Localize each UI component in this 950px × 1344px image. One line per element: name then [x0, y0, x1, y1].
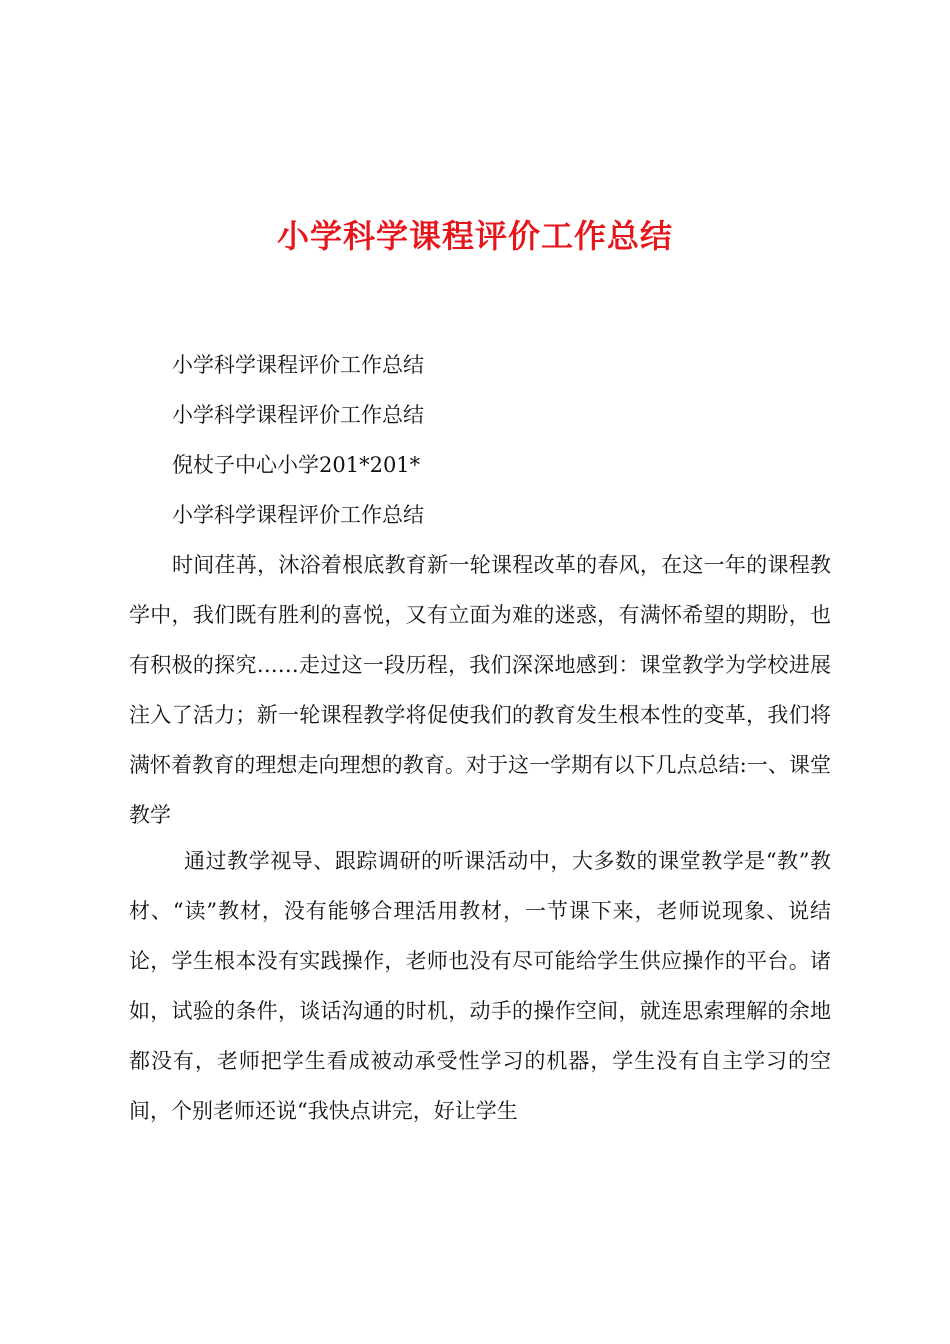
body-paragraph-2: 通过教学视导、跟踪调研的听课活动中，大多数的课堂教学是“教”教材、“读”教材，没有能够合理活用教材，一节课下来，老师说现象、说结论，学生根本没有实践操作，老师也没有尽可能给学生供应操作的平台。诸如，试验的条件，谈话沟通的时机，动手的操作空间，就连思索理解的余地都没有，老师把学生看成被动承受性学习的机器，学生没有自主学习的空间，个别老师还说“我快点讲完，好让学生	[129, 849, 831, 1123]
document-title: 小学科学课程评价工作总结	[276, 217, 673, 255]
school-line: 倪杖子中心小学201*201*	[172, 453, 421, 477]
heading-line-1: 小学科学课程评价工作总结	[172, 353, 424, 377]
body-paragraph-1: 时间荏苒，沐浴着根底教育新一轮课程改革的春风，在这一年的课程教学中，我们既有胜利的喜悦，又有立面为难的迷惑，有满怀希望的期盼，也有积极的探究……走过这一段历程，我们深深地感到：课堂教学为学校进展注入了活力；新一轮课程教学将促使我们的教育发生根本性的变革，我们将满怀着教育的理想走向理想的教育。对于这一学期有以下几点总结:一、课堂教学	[129, 553, 831, 827]
heading-line-2: 小学科学课程评价工作总结	[172, 403, 424, 427]
heading-line-3: 小学科学课程评价工作总结	[172, 503, 424, 527]
